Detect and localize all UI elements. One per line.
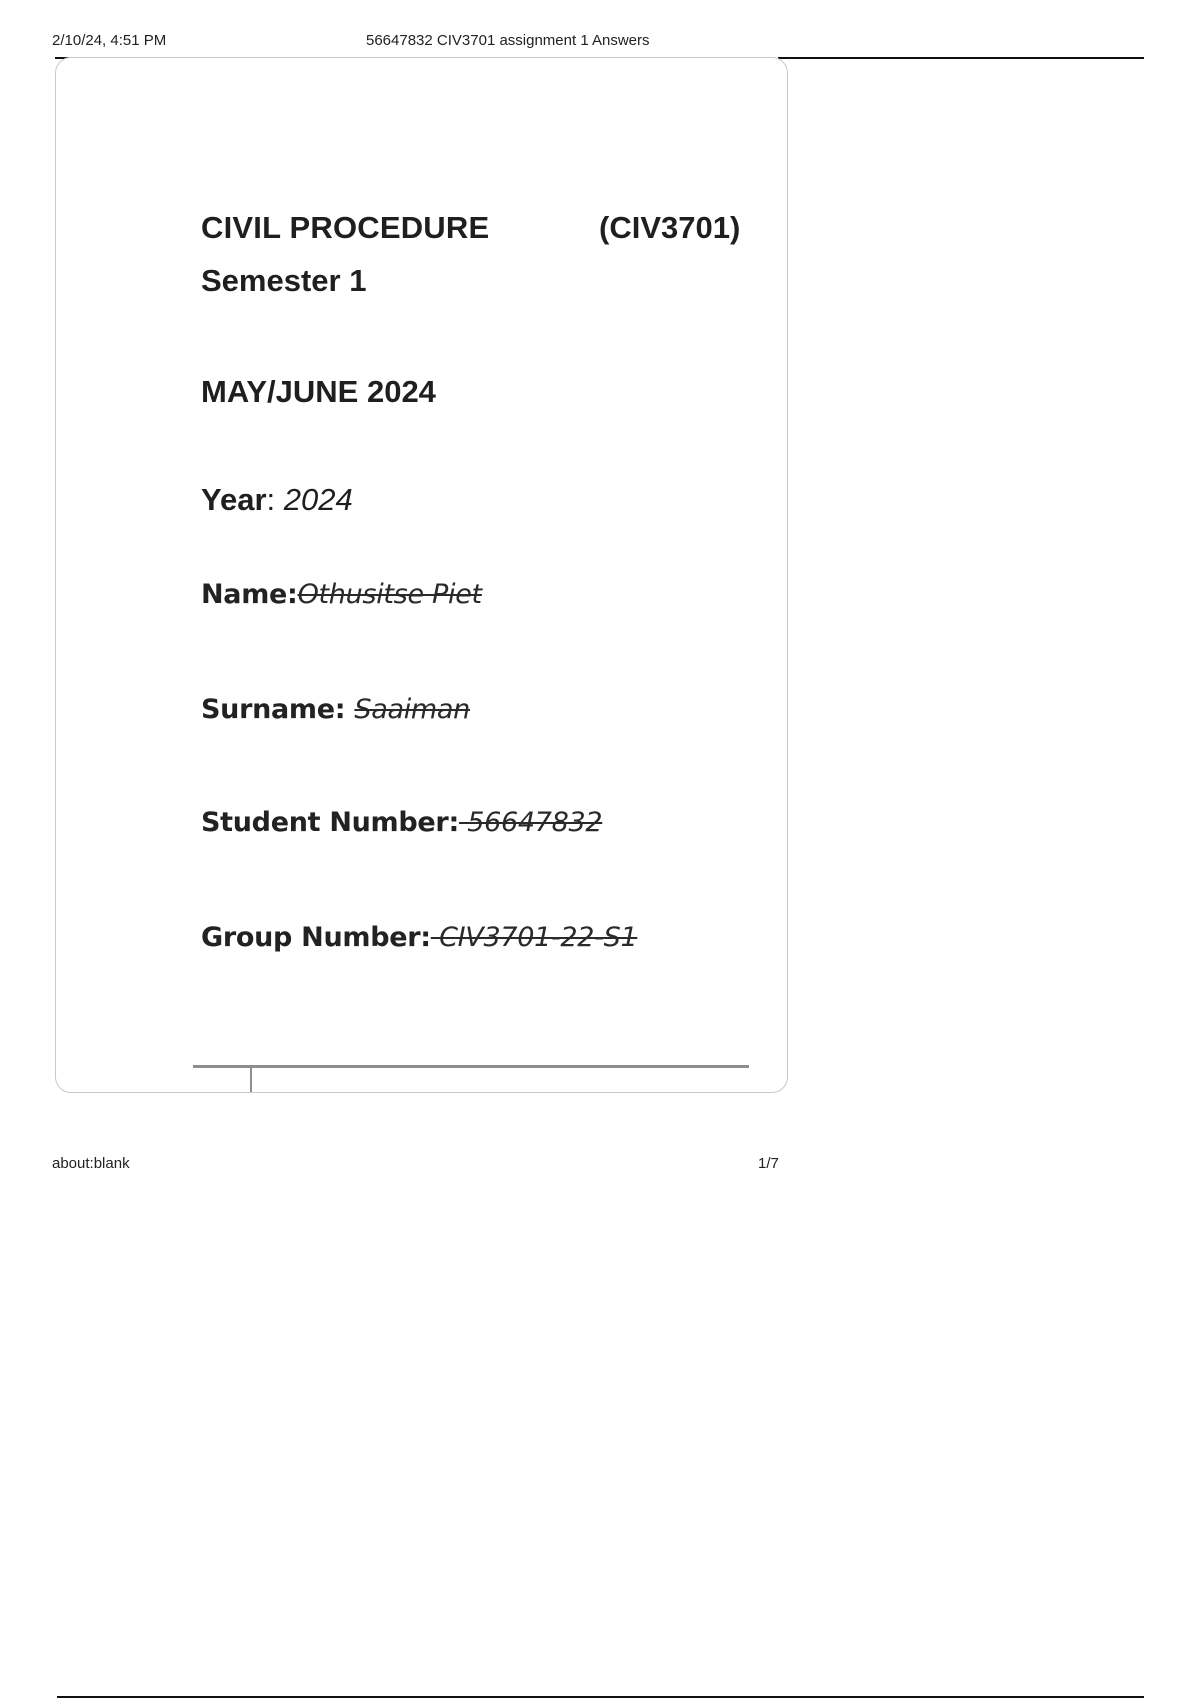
surname-label: Surname:: [201, 694, 346, 725]
name-label: Name:: [201, 579, 298, 610]
year-separator: :: [266, 482, 276, 517]
print-footer-page-indicator: 1/7: [758, 1155, 779, 1172]
exam-session: MAY/JUNE 2024: [201, 374, 436, 409]
group-number-field: [201, 922, 637, 953]
semester-label: Semester 1: [201, 263, 367, 298]
year-value: 2024: [283, 482, 353, 517]
print-header-title: 56647832 CIV3701 assignment 1 Answers: [366, 32, 650, 49]
year-row: [201, 482, 353, 518]
student-number-label: Student Number:: [201, 807, 459, 838]
name-value: Othusitse Piet: [297, 579, 482, 610]
page-bottom-rule: [57, 1696, 1144, 1698]
name-field: [201, 579, 482, 610]
cover-page-card: [55, 57, 788, 1093]
year-label: Year: [201, 482, 267, 517]
footer-divider: [193, 1065, 749, 1068]
student-number-value: 56647832: [458, 807, 603, 838]
group-number-label: Group Number:: [201, 922, 431, 953]
print-header-datetime: 2/10/24, 4:51 PM: [52, 32, 167, 49]
print-footer-url: about:blank: [52, 1155, 130, 1172]
surname-value: Saaiman: [354, 694, 470, 725]
header-rule-right: [778, 57, 1144, 59]
course-name: CIVIL PROCEDURE: [201, 210, 490, 245]
surname-field: [201, 694, 470, 725]
student-number-field: [201, 807, 602, 838]
course-code: (CIV3701): [599, 210, 741, 245]
group-number-value: CIV3701-22-S1: [430, 922, 638, 953]
footer-divider-tick: [250, 1068, 252, 1092]
